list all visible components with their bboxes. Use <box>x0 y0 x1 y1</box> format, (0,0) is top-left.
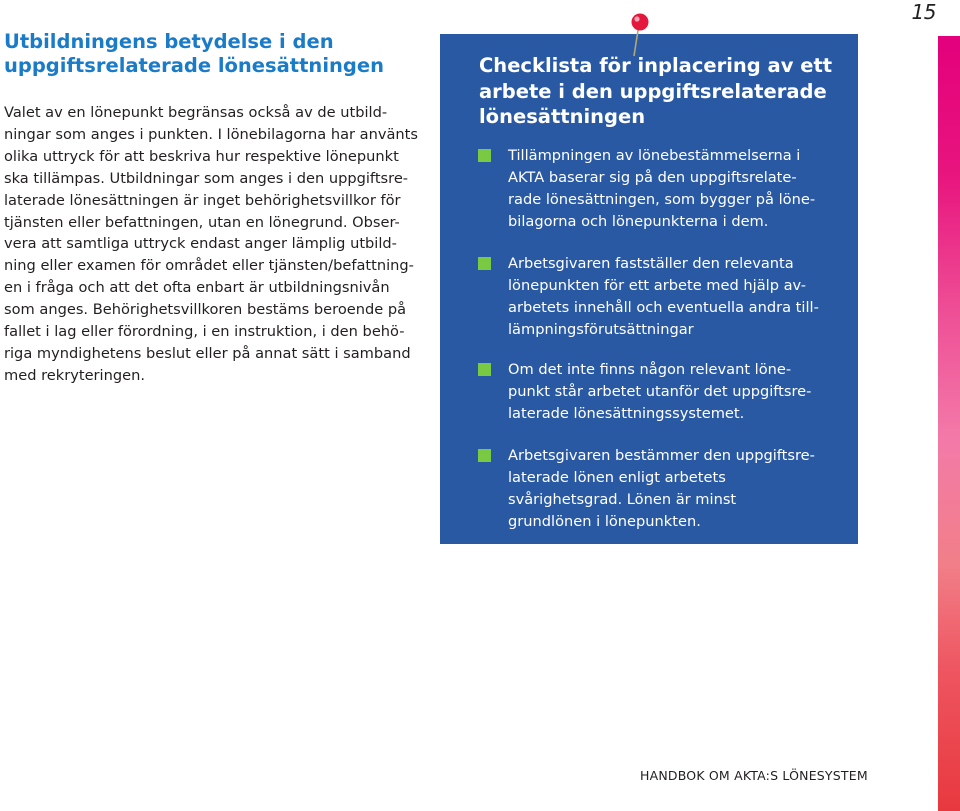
checklist-box <box>440 34 858 544</box>
checklist-item-text: Arbetsgivaren fastställer den relevanta lönepunkten för ett arbete med hjälp av- arbetets innehåll och eventuella andra till- lämpningsförutsättningar <box>508 255 819 338</box>
left-column <box>4 30 422 387</box>
footer-title: HANDBOK OM AKTA:S LÖNESYSTEM <box>640 768 868 783</box>
checklist-item <box>478 359 838 425</box>
green-square-bullet-icon <box>478 449 491 462</box>
push-pin-icon <box>620 10 660 58</box>
checklist-item-text: Om det inte finns någon relevant löne- punkt står arbetet utanför det uppgiftsre- laterade lönesättningssystemet. <box>508 361 812 422</box>
checklist-title: Checklista för inplacering av ett arbete i den uppgiftsrelaterade lönesättningen <box>479 54 833 128</box>
checklist-item-text: Tillämpningen av lönebestämmelserna i AKTA baserar sig på den uppgiftsrelate- rade lönesättningen, som bygger på löne- bilagorna och lönepunkterna i dem. <box>508 147 816 230</box>
checklist-item <box>478 145 838 233</box>
side-color-strip <box>938 36 960 811</box>
page-number: 15 <box>911 0 936 24</box>
section-body: Valet av en lönepunkt begränsas också av de utbild- ningar som anges i punkten. I lönebilagorna har använts olika uttryck för att beskriva hur respektive lönepunkt ska tillämpas. Utbildningar som anges i den uppgiftsre- laterade lönesättningen är inget behörighetsvillkor för tjänsten eller befattningen, utan en lönegrund. Obser- vera att samtliga uttryck endast anger lämplig utbild- ning eller examen för området eller tjänsten/befattning- en i fråga och att det ofta enbart är utbildningsnivån som anges. Behörighetsvillkoren bestäms beroende på fallet i lag eller förordning, i en instruktion, i den behö- riga myndighetens beslut eller på annat sätt i samband med rekryteringen. <box>4 104 419 384</box>
checklist-item <box>478 445 838 533</box>
checklist-item-text: Arbetsgivaren bestämmer den uppgiftsre- laterade lönen enligt arbetets svårighetsgrad. Lönen är minst grundlönen i lönepunkten. <box>508 447 815 530</box>
checklist-item <box>478 253 838 341</box>
section-title: Utbildningens betydelse i den uppgiftsrelaterade lönesättningen <box>4 30 384 77</box>
green-square-bullet-icon <box>478 363 491 376</box>
green-square-bullet-icon <box>478 257 491 270</box>
green-square-bullet-icon <box>478 149 491 162</box>
